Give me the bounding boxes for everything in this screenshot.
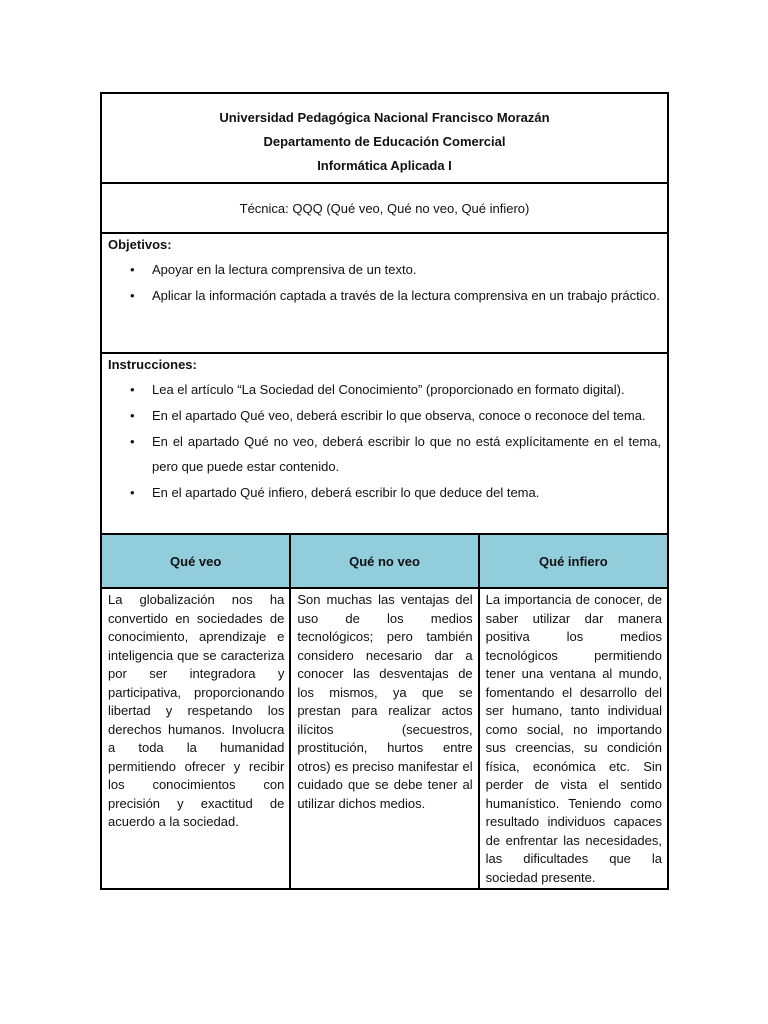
- list-item: • En el apartado Qué infiero, deberá escribir lo que deduce del tema.: [108, 480, 661, 505]
- list-item: • Aplicar la información captada a través de la lectura comprensiva en un trabajo práctico.: [108, 283, 661, 308]
- table-row: [102, 588, 667, 888]
- bullet-icon: •: [130, 382, 135, 397]
- objetivos-title: Objetivos:: [108, 237, 172, 252]
- instrucciones-list: [108, 377, 661, 505]
- bullet-icon: •: [130, 262, 135, 277]
- column-header-que-no-veo: Qué no veo: [290, 535, 478, 588]
- objetivos-list: [108, 257, 661, 308]
- column-header-que-infiero: Qué infiero: [479, 535, 667, 588]
- bullet-icon: •: [130, 434, 135, 449]
- cell-que-infiero: La importancia de conocer, de saber utilizar dar manera positiva los medios tecnológicos permitiendo tener una ventana al mundo, fomentando el desarrollo del ser humano, tanto individual como social, no importando sus creencias, su condición física, económica etc. Sin perder de vista el sentido humanístico. Teniendo como resultado individuos capaces de enfrentar las necesidades, las dificultades que la sociedad presente.: [485, 592, 662, 885]
- list-item: • En el apartado Qué no veo, deberá escribir lo que no está explícitamente en el tema, pero que puede estar contenido.: [108, 429, 661, 479]
- department-name: Departamento de Educación Comercial: [263, 134, 506, 149]
- bullet-icon: •: [130, 485, 135, 500]
- document-frame: [100, 92, 669, 890]
- bullet-icon: •: [130, 288, 135, 303]
- list-item: • Apoyar en la lectura comprensiva de un texto.: [108, 257, 661, 282]
- instrucciones-title: Instrucciones:: [108, 357, 197, 372]
- university-name: Universidad Pedagógica Nacional Francisco Morazán: [219, 110, 550, 125]
- list-item: • Lea el artículo “La Sociedad del Conocimiento” (proporcionado en formato digital).: [108, 377, 661, 402]
- cell-que-veo: La globalización nos ha convertido en sociedades de conocimiento, aprendizaje e inteligencia que se caracteriza por ser integradora y participativa, proporcionando libertad y respetando los derechos humanos. Involucra a toda la humanidad permitiendo ofrecer y recibir los conocimientos con precisión y exactitud de acuerdo a la sociedad.: [102, 588, 290, 888]
- table-header-row: [102, 535, 667, 588]
- bullet-icon: •: [130, 408, 135, 423]
- course-name: Informática Aplicada I: [317, 158, 452, 173]
- objetivos-section: [102, 234, 667, 354]
- document-header: [102, 94, 667, 184]
- tecnica-title: Técnica: QQQ (Qué veo, Qué no veo, Qué infiero): [102, 184, 667, 234]
- cell-que-no-veo: Son muchas las ventajas del uso de los medios tecnológicos; pero también considero necesario dar a conocer las desventajas de los mismos, ya que se prestan para realizar actos ilícitos (secuestros, prostitución, hurtos entre otros) es preciso manifestar el cuidado que se debe tener al utilizar dichos medios.: [290, 588, 478, 888]
- list-item: • En el apartado Qué veo, deberá escribir lo que observa, conoce o reconoce del tema.: [108, 403, 661, 428]
- column-header-que-veo: Qué veo: [102, 535, 290, 588]
- instrucciones-section: [102, 354, 667, 535]
- qqq-table: [102, 535, 667, 888]
